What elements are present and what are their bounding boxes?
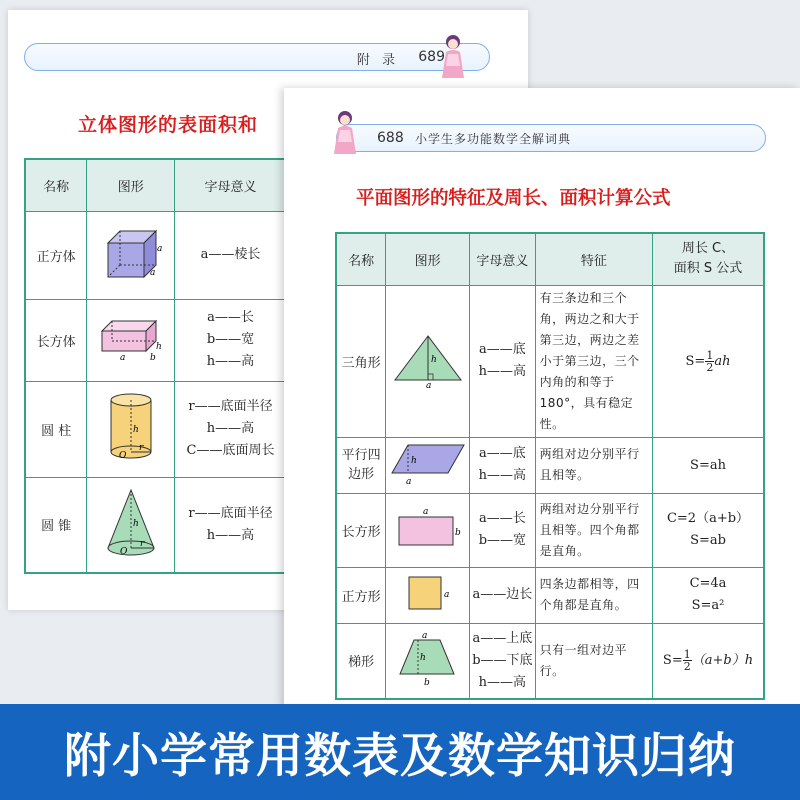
- svg-text:O: O: [118, 451, 127, 461]
- front-page-title: 平面图形的特征及周长、面积计算公式: [356, 188, 671, 209]
- var-line: h——高: [478, 468, 527, 483]
- row-vars: [175, 477, 287, 573]
- var-line: h——高: [206, 354, 255, 369]
- row-vars: [470, 567, 536, 623]
- formula-area: S=ab: [690, 533, 726, 548]
- svg-text:b: b: [454, 528, 461, 538]
- svg-text:a: a: [421, 631, 427, 641]
- promo-banner: [0, 704, 800, 800]
- var-line: b——下底: [472, 652, 533, 668]
- formula-prefix: S=: [662, 653, 683, 669]
- col-header-figure: 图形: [87, 159, 175, 211]
- triangle-figure: [386, 285, 470, 437]
- table-row: [336, 493, 764, 567]
- svg-text:a: a: [156, 244, 162, 254]
- svg-text:h: h: [419, 652, 426, 663]
- var-line: h——高: [206, 421, 255, 436]
- var-line: r——底面半径: [188, 399, 273, 414]
- square-icon: [403, 573, 453, 613]
- row-name: 圆 柱: [25, 381, 87, 477]
- fraction: [683, 649, 692, 672]
- col-header-formula: [653, 233, 764, 285]
- parallelogram-icon: [390, 441, 466, 485]
- front-header-bar: [336, 124, 766, 152]
- row-name: 圆 锥: [25, 477, 87, 573]
- row-vars: [470, 437, 536, 493]
- svg-text:r: r: [138, 443, 144, 453]
- rectangle-figure: [386, 493, 470, 567]
- var-line: a——边长: [472, 587, 533, 602]
- cuboid-icon: [98, 315, 164, 361]
- var-line: a——长: [478, 511, 526, 526]
- svg-text:a: a: [119, 353, 126, 361]
- var-line: r——底面半径: [188, 505, 273, 521]
- row-formula: S=ah: [653, 437, 764, 493]
- var-line: a——底: [478, 446, 526, 461]
- col-header-feature: 特征: [535, 233, 652, 285]
- cube-figure: [87, 211, 175, 299]
- col-header-letters: 字母意义: [175, 159, 287, 211]
- row-vars: [175, 299, 287, 381]
- cone-icon: [100, 486, 162, 560]
- formula-area: S=a²: [691, 598, 725, 613]
- fraction-numerator: 1: [683, 648, 691, 662]
- table-row: [336, 567, 764, 623]
- svg-text:O: O: [119, 546, 128, 557]
- row-formula: [653, 493, 764, 567]
- var-line: a——上底: [472, 630, 533, 646]
- svg-text:r: r: [139, 538, 145, 549]
- formula-perimeter: C=2（a+b）: [666, 511, 750, 526]
- front-header-label: 小学生多功能数学全解词典: [415, 132, 572, 146]
- col-header-perimeter: 周长 C、: [681, 241, 735, 257]
- back-header-bar: [24, 43, 490, 71]
- row-vars: [175, 381, 287, 477]
- row-formula: [653, 623, 764, 699]
- cylinder-figure: [87, 381, 175, 477]
- svg-text:h: h: [132, 518, 139, 529]
- row-vars: [470, 285, 536, 437]
- row-formula: [653, 285, 764, 437]
- svg-text:h: h: [430, 355, 437, 365]
- formula-suffix: （a+b）h: [691, 653, 754, 669]
- col-header-name: 名称: [25, 159, 87, 211]
- var-line: b——宽: [478, 533, 527, 548]
- svg-text:h: h: [155, 342, 162, 352]
- girl-illustration-icon: [330, 108, 360, 156]
- svg-text:a: a: [425, 381, 431, 388]
- var-line: a——底: [478, 342, 526, 357]
- fraction-denominator: 2: [683, 660, 691, 674]
- col-header-area: 面积 S 公式: [673, 261, 743, 277]
- cylinder-icon: [103, 390, 159, 464]
- fraction-denominator: 2: [706, 360, 714, 374]
- var-line: C——底面周长: [186, 443, 275, 458]
- back-page-title: 立体图形的表面积和: [78, 114, 259, 136]
- row-name: 正方形: [336, 567, 386, 623]
- svg-text:h: h: [410, 456, 417, 466]
- svg-text:a: a: [443, 590, 449, 600]
- row-name: 三角形: [336, 285, 386, 437]
- row-name: 长方体: [25, 299, 87, 381]
- row-vars: [470, 493, 536, 567]
- svg-text:b: b: [423, 677, 430, 686]
- plane-figures-table: [335, 232, 765, 700]
- row-name: 长方形: [336, 493, 386, 567]
- cube-icon: [100, 225, 162, 281]
- svg-text:a: a: [149, 268, 156, 278]
- table-row: [336, 285, 764, 437]
- banner-text: 附小学常用数表及数学知识归纳: [64, 728, 736, 784]
- trapezoid-icon: [396, 632, 460, 686]
- row-name: 梯形: [336, 623, 386, 699]
- row-name: 平行四边形: [336, 437, 386, 493]
- formula-suffix: ah: [714, 353, 731, 369]
- col-header-name: 名称: [336, 233, 386, 285]
- fraction: [705, 350, 714, 373]
- var-line: a——长: [207, 310, 254, 325]
- var-line: h——高: [206, 527, 255, 543]
- rectangle-icon: [393, 505, 463, 551]
- parallelogram-figure: [386, 437, 470, 493]
- table-row: [336, 623, 764, 699]
- svg-text:b: b: [149, 353, 156, 361]
- triangle-icon: [391, 330, 465, 388]
- row-feature: 有三条边和三个角，两边之和大于第三边，两边之差小于第三边，三个内角的和等于180°，具有稳定性。: [535, 285, 652, 437]
- var-line: h——高: [478, 364, 527, 379]
- front-page: [284, 88, 800, 728]
- row-feature: 两组对边分别平行且相等。四个角都是直角。: [535, 493, 652, 567]
- back-page-number: 689: [418, 49, 445, 65]
- var-line: b——宽: [206, 332, 255, 347]
- row-feature: 四条边都相等，四个角都是直角。: [535, 567, 652, 623]
- formula-prefix: S=: [685, 353, 706, 369]
- svg-text:a: a: [422, 507, 428, 517]
- var-line: h——高: [478, 674, 527, 690]
- svg-text:a: a: [405, 477, 411, 485]
- table-row: [336, 437, 764, 493]
- col-header-figure: 图形: [386, 233, 470, 285]
- row-formula: [653, 567, 764, 623]
- row-feature: 只有一组对边平行。: [535, 623, 652, 699]
- row-feature: 两组对边分别平行且相等。: [535, 437, 652, 493]
- col-header-letters: 字母意义: [470, 233, 536, 285]
- formula-perimeter: C=4a: [689, 576, 727, 591]
- back-header-label: 附 录: [356, 53, 399, 68]
- trapezoid-figure: [386, 623, 470, 699]
- cone-figure: [87, 477, 175, 573]
- row-vars: [175, 211, 287, 299]
- var-line: a——棱长: [200, 247, 261, 262]
- fraction-numerator: 1: [706, 348, 714, 362]
- row-vars: [470, 623, 536, 699]
- row-name: 正方体: [25, 211, 87, 299]
- cuboid-figure: [87, 299, 175, 381]
- svg-text:h: h: [132, 425, 139, 435]
- front-page-number: 688: [377, 130, 404, 146]
- girl-illustration-icon: [438, 32, 468, 80]
- square-figure: [386, 567, 470, 623]
